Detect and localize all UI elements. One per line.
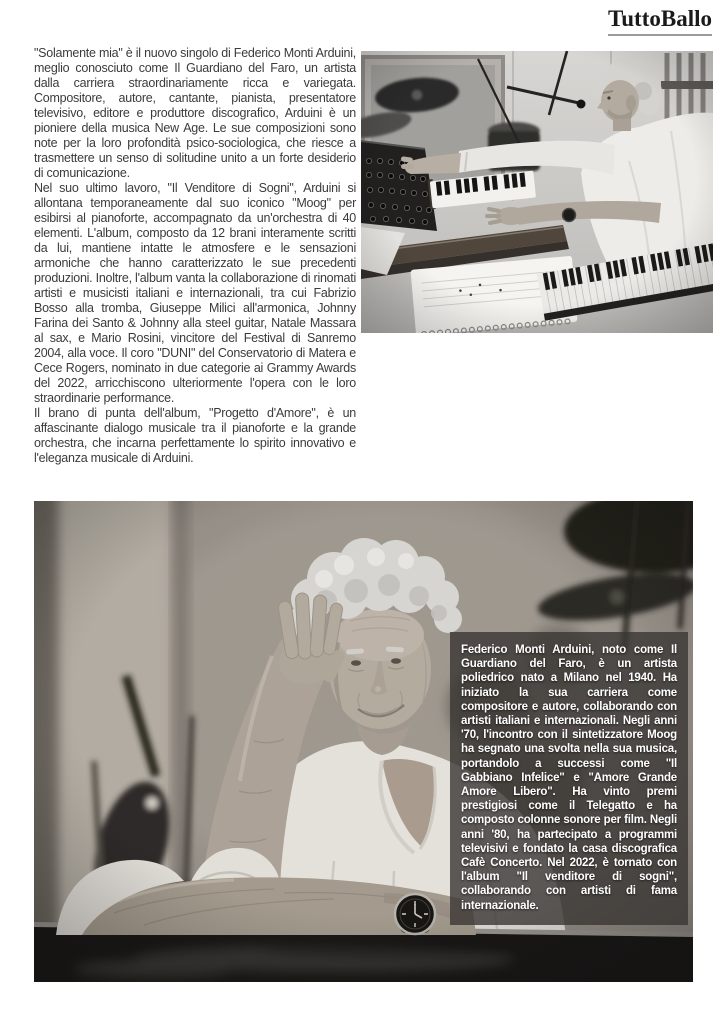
studio-photo-image [361, 51, 713, 333]
article-paragraph-1: "Solamente mia" è il nuovo singolo di Federico Monti Arduini, meglio conosciuto come Il Guardiano del Faro, un artista dalla carriera straordinariamente ricca e variegata. Compositore, autore, cantante, pianista, presentatore televisivo, editore e produttore discografico, Arduini è un pioniere della musica New Age. Le sue composizioni sono note per la loro profondità psico-sociologica, che riesce a trasmettere un senso di solitudine unito a un forte desiderio di comunicazione. [34, 46, 356, 180]
masthead [608, 6, 712, 36]
article-column [34, 46, 356, 466]
bio-text: Federico Monti Arduini, noto come Il Guardiano del Faro, è un artista poliedrico nato a Milano nel 1940. Ha iniziato la sua carriera come compositore e autore, collaborando con artisti italiani e internazionali. Negli anni '70, l'incontro con il sintetizzatore Moog ha segnato una svolta nella sua musica, portandolo a successi come "Il Gabbiano Infelice" e "Amore Grande Amore Libero". Ha vinto premi prestigiosi come il Telegatto e ha composto colonne sonore per film. Negli anni '80, ha partecipato a programmi televisivi e fondato la casa discografica Cafè Concerto. Nel 2022, è tornato con l'album "Il venditore di sogni", collaborando con artisti di fama internazionale. [461, 644, 677, 912]
bio-overlay-box [450, 632, 688, 925]
portrait-photo [34, 501, 693, 982]
article-paragraph-2: Nel suo ultimo lavoro, "Il Venditore di Sogni", Arduini si allontana temporaneamente dal suo iconico "Moog" per esibirsi al pianoforte, accompagnato da un'orchestra di 40 elementi. L'album, composto da 12 brani interamente scritti da lui, mantiene intatte le atmosfere e le sensazioni armoniche che hanno caratterizzato le sue precedenti produzioni. Inoltre, l'album vanta la collaborazione di rinomati artisti e musicisti italiani e internazionali, tra cui Fabrizio Bosso alla tromba, Giuseppe Milici all'armonica, Johnny Farina dei Santo & Johnny alla steel guitar, Natale Massara al sax, e Mario Rosini, vincitore del Festival di Sanremo 2004, alla voce. Il coro "DUNI" del Conservatorio di Matera e Cece Rogers, nominato in due categorie ai Grammy Awards del 2022, arricchiscono ulteriormente l'opera con le loro straordinarie performance. [34, 181, 356, 405]
article-paragraph-3: Il brano di punta dell'album, "Progetto d'Amore", è un affascinante dialogo musicale tra il pianoforte e la grande orchestra, che incarna perfettamente lo spirito innovativo e l'eleganza musicale di Arduini. [34, 406, 356, 465]
masthead-title: TuttoBallo [608, 6, 712, 36]
studio-photo [361, 51, 713, 333]
